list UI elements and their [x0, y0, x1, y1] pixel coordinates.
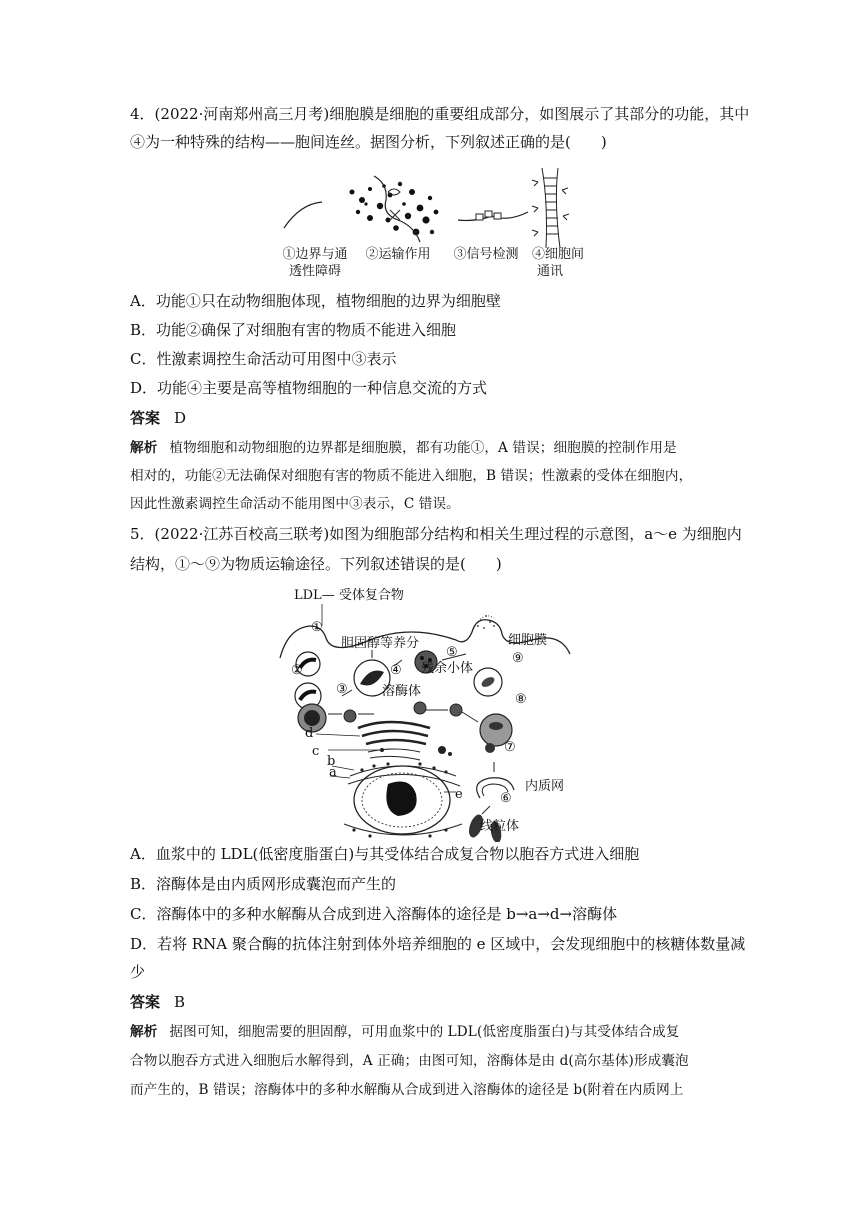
answer-label: 答案 [130, 993, 161, 1011]
fig2-label-ldl: LDL— 受体复合物 [294, 588, 404, 603]
fig2-label-membrane: 细胞膜 [508, 633, 548, 648]
q5-option-a: A．血浆中的 LDL(低密度脂蛋白)与其受体结合成复合物以胞吞方式进入细胞 [130, 845, 640, 863]
fig2-label-residual: 残余小体 [421, 661, 474, 676]
answer-value: B [174, 993, 186, 1011]
answer-value: D [174, 409, 187, 427]
fig2-label-e: e [455, 787, 463, 802]
fig2-label-n8: ⑧ [515, 692, 527, 707]
fig1-label-1 [278, 246, 352, 280]
analysis-label: 解析 [130, 440, 158, 456]
q4-stem-line2: ④为一种特殊的结构——胞间连丝。据图分析，下列叙述正确的是( ) [130, 133, 607, 151]
fig2-label-n3: ③ [336, 682, 348, 697]
q4-option-a: A．功能①只在动物细胞体现，植物细胞的边界为细胞壁 [130, 292, 501, 310]
q4-option-c: C．性激素调控生命活动可用图中③表示 [130, 350, 397, 368]
fig1-label-2: ②运输作用 [365, 247, 431, 262]
fig2-label-n4: ④ [390, 663, 402, 678]
fig1-label-4-line1: ④细胞间 [531, 247, 584, 262]
fig1-label-4-line2: 通讯 [537, 264, 564, 279]
fig2-label-lysosome: 溶酶体 [382, 684, 422, 699]
q5-answer [130, 992, 736, 1012]
q5-option-b: B．溶酶体是由内质网形成囊泡而产生的 [130, 875, 397, 893]
q5-analysis-line1 [130, 1022, 736, 1042]
analysis-label: 解析 [130, 1024, 158, 1040]
q5-option-d: D．若将 RNA 聚合酶的抗体注射到体外培养细胞的 e 区域中，会发现细胞中的核糖体数量减 [130, 935, 746, 953]
q4-option-d: D．功能④主要是高等植物细胞的一种信息交流的方式 [130, 379, 488, 397]
fig2-label-n7: ⑦ [504, 740, 516, 755]
fig2-label-cholesterol: 胆固醇等养分 [341, 636, 420, 651]
q5-option-c: C．溶酶体中的多种水解酶从合成到进入溶酶体的途径是 b→a→d→溶酶体 [130, 905, 618, 923]
q4-stem-line1: 4．(2022·河南郑州高三月考)细胞膜是细胞的重要组成部分，如图展示了其部分的功能，其中 [130, 105, 750, 123]
fig1-label-1-line1: ①边界与通 [282, 247, 348, 262]
fig2-label-n9: ⑨ [512, 651, 524, 666]
q4-option-b: B．功能②确保了对细胞有害的物质不能进入细胞 [130, 321, 457, 339]
q4-answer [130, 408, 736, 428]
fig1-label-1-line2: 透性障碍 [288, 264, 341, 279]
fig2-label-mito: 线粒体 [480, 819, 520, 834]
analysis-text: 植物细胞和动物细胞的边界都是细胞膜，都有功能①，A 错误；细胞膜的控制作用是 [169, 440, 677, 456]
fig2-label-er: 内质网 [525, 779, 565, 794]
transport-dots [350, 182, 439, 236]
q5-analysis-line3: 而产生的，B 错误；溶酶体中的多种水解酶从合成到进入溶酶体的途径是 b(附着在内质网上 [130, 1082, 684, 1098]
q5-analysis-line2: 合物以胞吞方式进入细胞后水解得到，A 正确；由图可知，溶酶体是由 d(高尔基体)形成囊泡 [130, 1053, 689, 1069]
fig2-label-n1: ① [311, 620, 323, 635]
fig1-label-3: ③信号检测 [453, 247, 519, 262]
q5-option-d-cont: 少 [130, 963, 146, 981]
analysis-text: 据图可知，细胞需要的胆固醇，可用血浆中的 LDL(低密度脂蛋白)与其受体结合成复 [169, 1024, 680, 1040]
q4-analysis-line3: 因此性激素调控生命活动不能用图中③表示，C 错误。 [130, 496, 460, 512]
fig2-label-c: c [312, 744, 320, 759]
fig2-label-n5: ⑤ [446, 645, 458, 660]
fig2-label-d: d [305, 726, 314, 741]
q4-analysis-line1 [130, 438, 736, 458]
plasmodesmata [532, 168, 569, 248]
fig2-label-a: a [329, 765, 337, 780]
answer-label: 答案 [130, 409, 161, 427]
fig2-label-n2: ② [291, 663, 303, 678]
fig2-label-n6: ⑥ [500, 791, 512, 806]
q4-analysis-line2: 相对的，功能②无法确保对细胞有害的物质不能进入细胞，B 错误；性激素的受体在细胞内， [130, 468, 693, 484]
fig1-label-4 [527, 246, 589, 280]
fig2-label-b: b [327, 754, 336, 769]
q5-stem-line2: 结构，①～⑨为物质运输途径。下列叙述错误的是( ) [130, 555, 502, 573]
q5-stem-line1: 5．(2022·江苏百校高三联考)如图为细胞部分结构和相关生理过程的示意图，a～e 为细胞内 [130, 525, 742, 543]
